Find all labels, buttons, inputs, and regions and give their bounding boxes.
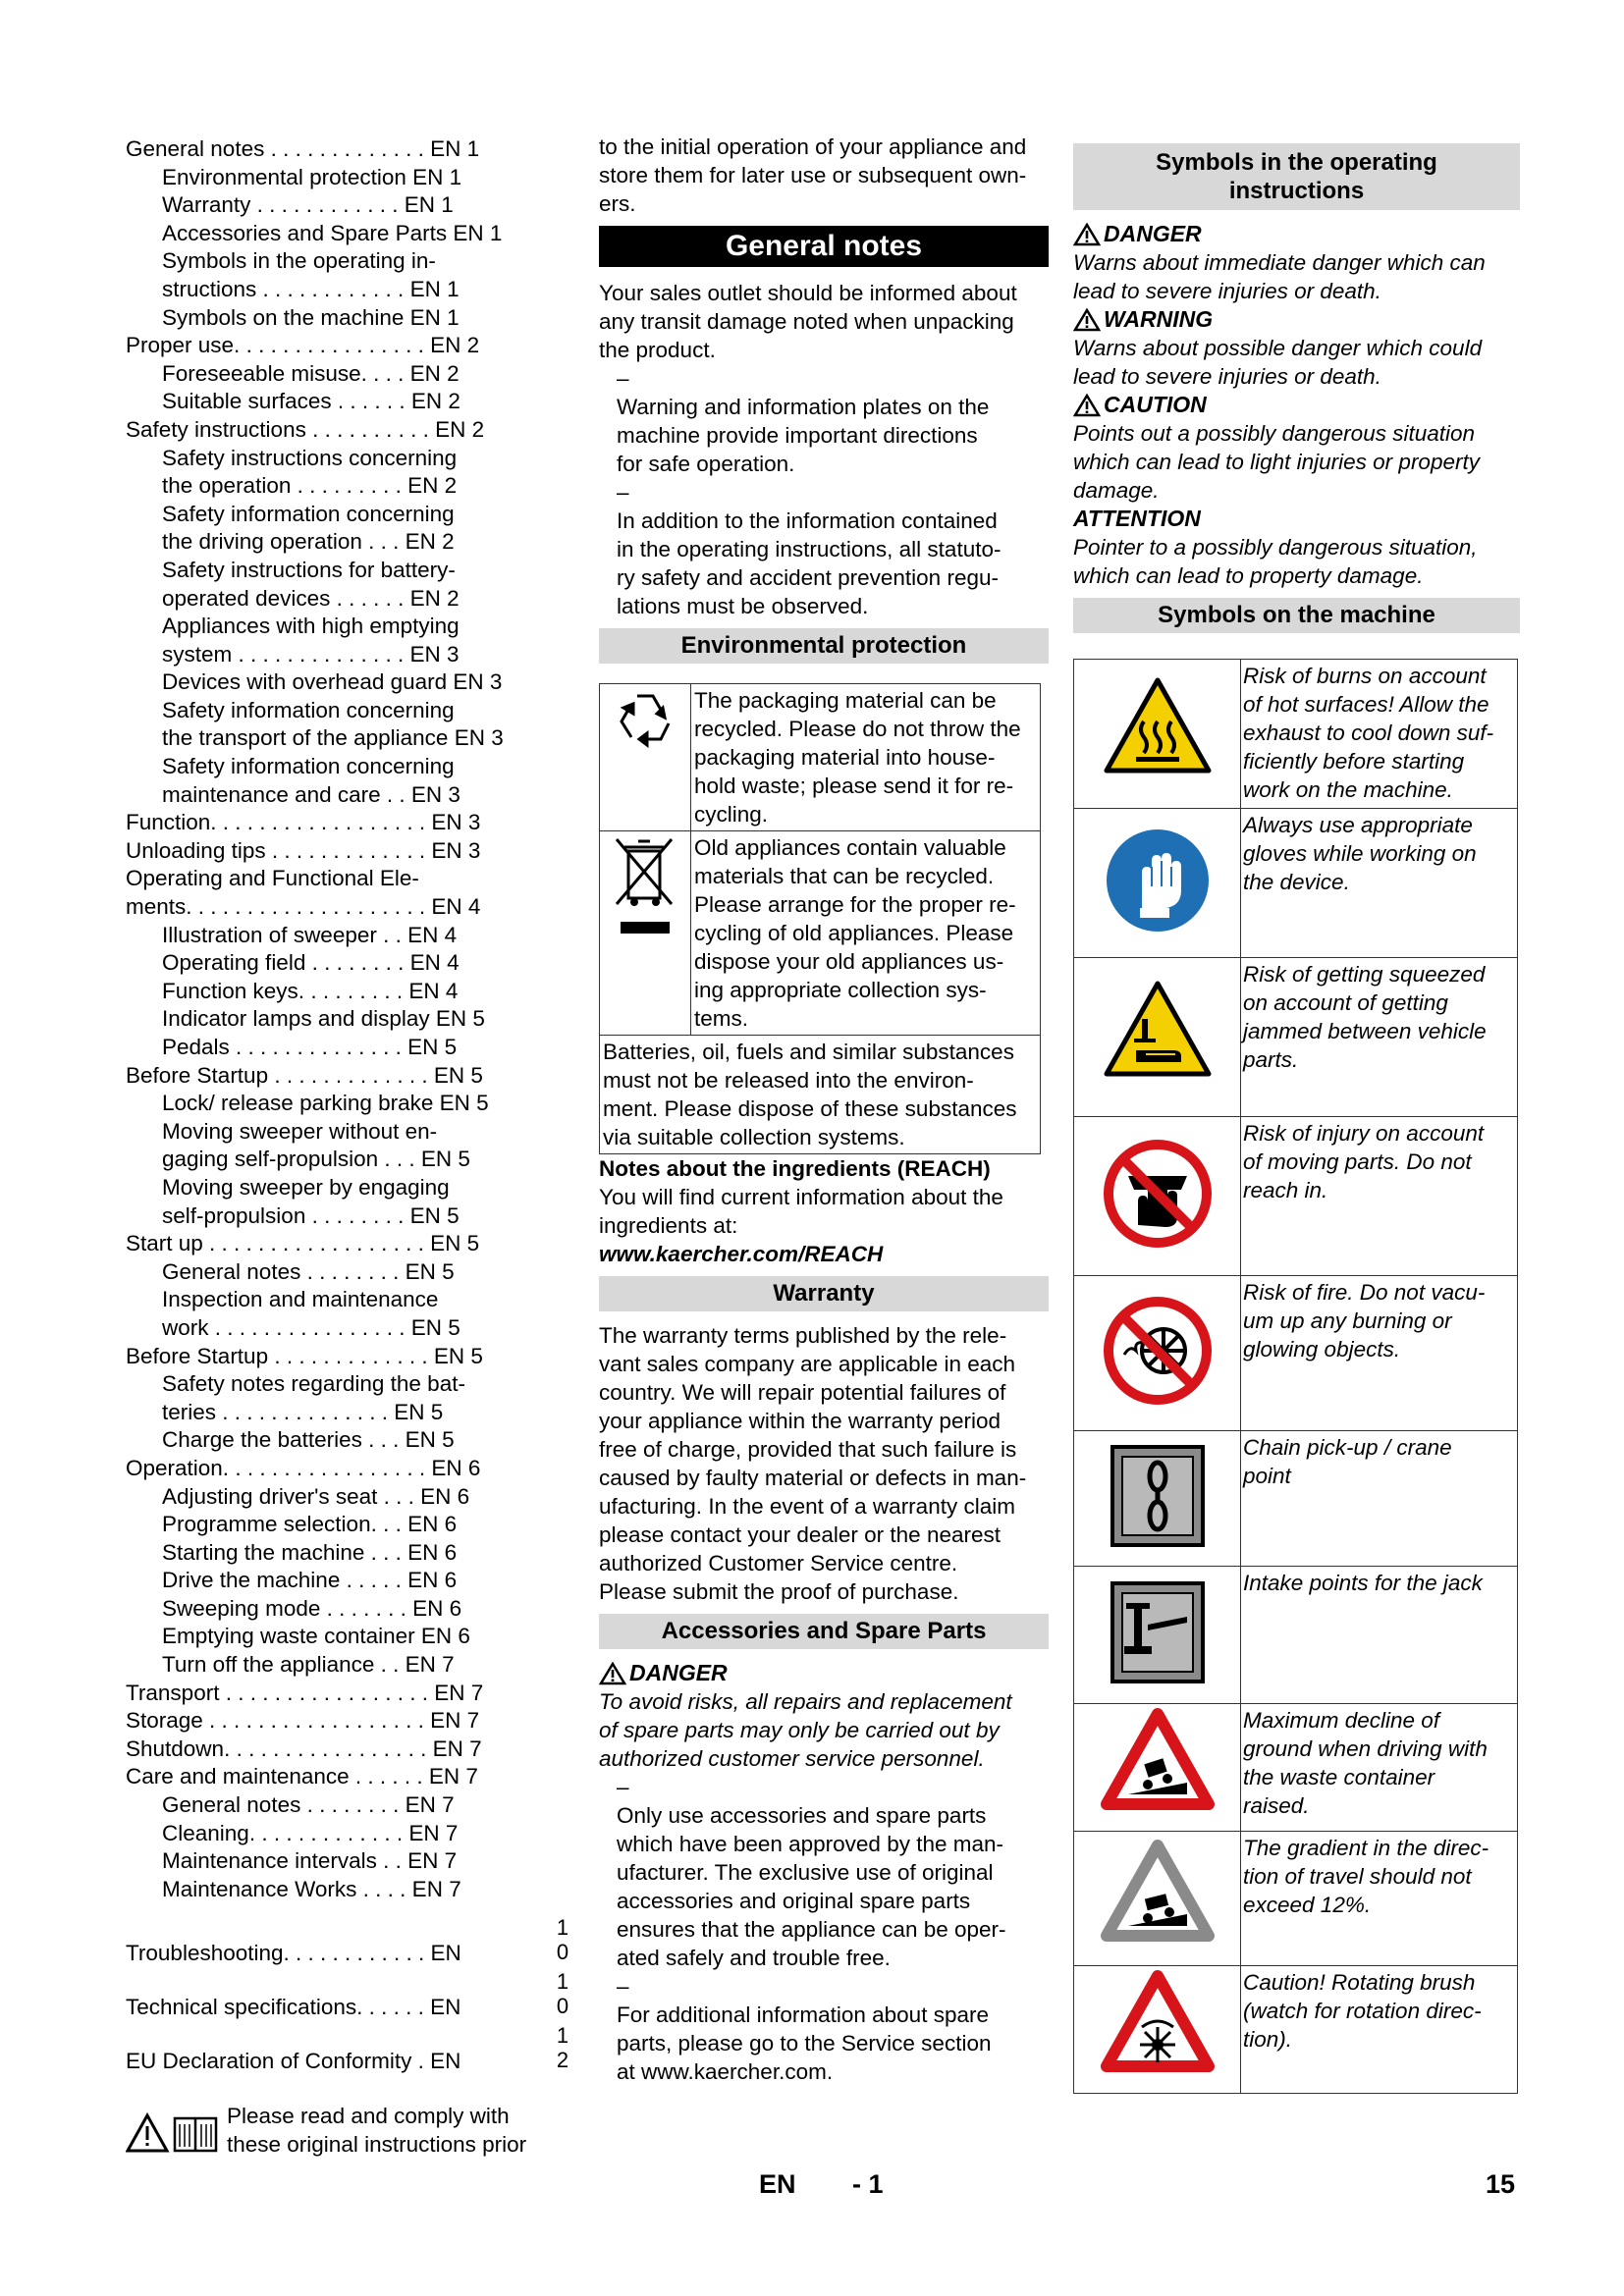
- text-line: of spare parts may only be carried out by: [599, 1718, 1000, 1742]
- crossed-bin-icon: [611, 833, 679, 941]
- text-line: your appliance within the warranty period: [599, 1409, 1001, 1433]
- symbol-row: [1074, 660, 1518, 809]
- table-of-contents: [126, 135, 577, 2160]
- toc-entry[interactable]: Pedals . . . . . . . . . . . . . . EN 5: [162, 1035, 458, 1059]
- text-line: In addition to the information contained: [617, 508, 998, 533]
- rotating-brush-icon: [1099, 1968, 1217, 2086]
- section-title-general-notes: General notes: [599, 226, 1049, 267]
- footer-lang: EN: [759, 2169, 796, 2199]
- toc-entry[interactable]: Cleaning. . . . . . . . . . . . . EN 7: [162, 1820, 459, 1845]
- text-line: Only use accessories and spare parts: [617, 1803, 987, 1828]
- text-line: Risk of injury on account: [1243, 1121, 1485, 1146]
- toc-entry[interactable]: the driving operation . . . EN 2: [162, 529, 455, 555]
- toc-page-digit: 1: [556, 2023, 569, 2049]
- text-line: ing appropriate collection sys-: [694, 978, 987, 1002]
- hot-surface-icon: [1099, 672, 1217, 790]
- text-line: dispose your old appliances us-: [694, 949, 1004, 974]
- text-line: For additional information about spare: [617, 2002, 989, 2027]
- text-line: jammed between vehicle: [1243, 1019, 1487, 1043]
- text-line: Old appliances contain valuable: [694, 835, 1006, 860]
- list-item: – In addition to the information contained in the operating instructions, all statuto- ry safety and accident prevention regu- lations must be observed.: [599, 478, 1049, 620]
- read-instructions-note: [126, 2103, 577, 2159]
- text-line: Chain pick-up / crane: [1243, 1435, 1452, 1460]
- symbol-icon-cell: [1074, 660, 1241, 809]
- toc-entry[interactable]: Function. . . . . . . . . . . . . . . . . . EN 3: [126, 810, 481, 835]
- text-line: reach in.: [1243, 1178, 1328, 1202]
- toc-page-digit: 1: [556, 1969, 569, 1995]
- toc-entry[interactable]: gaging self-propulsion . . . EN 5: [162, 1147, 470, 1172]
- toc-entry[interactable]: Safety instructions . . . . . . . . . . EN 2: [126, 416, 485, 442]
- toc-entry[interactable]: Safety information concerning: [162, 697, 455, 722]
- toc-entry[interactable]: Foreseeable misuse. . . . EN 2: [162, 360, 460, 386]
- text-line: tion of travel should not: [1243, 1864, 1472, 1889]
- symbol-icon-cell: [1074, 1704, 1241, 1832]
- toc-entry[interactable]: Programme selection. . . EN 6: [162, 1512, 458, 1537]
- text-line: exhaust to cool down suf-: [1243, 721, 1494, 745]
- toc-entry[interactable]: Symbols on the machine EN 1: [162, 304, 460, 330]
- text-line: exceed 12%.: [1243, 1893, 1372, 1917]
- toc-entry[interactable]: Drive the machine . . . . . EN 6: [162, 1568, 458, 1593]
- toc-entry[interactable]: ments. . . . . . . . . . . . . . . . . . . . EN 4: [126, 894, 481, 920]
- env-icon-cell: [600, 831, 691, 1036]
- text-line: um up any burning or: [1243, 1308, 1452, 1333]
- symbol-icon-cell: [1074, 1832, 1241, 1966]
- toc-entry[interactable]: Environmental protection EN 1: [162, 164, 462, 189]
- toc-entry[interactable]: Starting the machine . . . EN 6: [162, 1539, 458, 1565]
- read-note-line: these original instructions prior: [227, 2132, 527, 2157]
- symbol-icon-cell: [1074, 1567, 1241, 1704]
- general-notes-paragraph: [599, 279, 1049, 364]
- intro-text: [599, 133, 1049, 218]
- toc-entry[interactable]: teries . . . . . . . . . . . . . . EN 5: [162, 1399, 444, 1424]
- text-line: vant sales company are applicable in each: [599, 1352, 1016, 1376]
- toc-entry[interactable]: [126, 2023, 577, 2077]
- text-line: of moving parts. Do not: [1243, 1149, 1472, 1174]
- text-line: authorized customer service personnel.: [599, 1746, 985, 1771]
- text-line: damage.: [1073, 478, 1160, 503]
- toc-entry[interactable]: Indicator lamps and display EN 5: [162, 1006, 485, 1032]
- caution-label-text: CAUTION: [1104, 392, 1207, 417]
- toc-entry[interactable]: Sweeping mode . . . . . . . EN 6: [162, 1595, 462, 1621]
- text-line: authorized Customer Service centre.: [599, 1551, 958, 1575]
- toc-entry[interactable]: Before Startup . . . . . . . . . . . . . EN 5: [126, 1343, 483, 1368]
- text-line: machine provide important directions: [617, 423, 978, 448]
- env-text-cell: [691, 831, 1041, 1036]
- text-line: ground when driving with: [1243, 1736, 1488, 1761]
- toc-entry[interactable]: Before Startup . . . . . . . . . . . . . EN 5: [126, 1062, 483, 1088]
- symbol-description: [1241, 1966, 1518, 2094]
- section-title-symbols-instructions: [1073, 143, 1520, 210]
- warning-triangle-icon: [1073, 308, 1101, 332]
- text-line: (watch for rotation direc-: [1243, 1999, 1482, 2023]
- text-line: parts.: [1243, 1047, 1299, 1072]
- env-icon-cell: [600, 684, 691, 831]
- warning-book-icon: [126, 2112, 219, 2154]
- toc-entry-label: EU Declaration of Conformity . EN: [126, 2049, 461, 2074]
- text-line: free of charge, provided that such failure is: [599, 1437, 1017, 1462]
- toc-entry[interactable]: Moving sweeper by engaging: [162, 1174, 450, 1200]
- text-line: of hot surfaces! Allow the: [1243, 692, 1489, 717]
- toc-entry[interactable]: Safety instructions for battery-: [162, 557, 456, 582]
- text-line: Warning and information plates on the: [617, 395, 990, 419]
- text-line: glowing objects.: [1243, 1337, 1401, 1362]
- text-line: ment. Please dispose of these substances: [603, 1096, 1017, 1121]
- text-line: gloves while working on: [1243, 841, 1477, 866]
- middle-column: [599, 135, 1049, 2086]
- toc-page-digit: 2: [556, 2048, 569, 2073]
- no-fire-icon: [1099, 1292, 1217, 1410]
- symbol-row: [1074, 1117, 1518, 1276]
- danger-label-text: DANGER: [629, 1660, 728, 1685]
- toc-entry[interactable]: Emptying waste container EN 6: [162, 1624, 470, 1649]
- toc-entry[interactable]: operated devices . . . . . . EN 2: [162, 585, 460, 611]
- gradient-icon: [1099, 1838, 1217, 1955]
- toc-entry[interactable]: structions . . . . . . . . . . . . EN 1: [162, 276, 460, 301]
- toc-entry[interactable]: Accessories and Spare Parts EN 1: [162, 220, 503, 245]
- toc-entry[interactable]: self-propulsion . . . . . . . . EN 5: [162, 1202, 460, 1228]
- list-item: – Only use accessories and spare parts which have been approved by the man- ufacturer. The exclusive use of original accessories and original spare parts ensures that the appliance can be oper- ated safely and trouble free.: [599, 1773, 1049, 1972]
- text-line: Pointer to a possibly dangerous situation,: [1073, 535, 1478, 560]
- text-line: Warns about possible danger which could: [1073, 336, 1483, 360]
- toc-page-digit: 0: [556, 1940, 569, 1965]
- reach-title: Notes about the ingredients (REACH): [599, 1156, 991, 1181]
- toc-entry[interactable]: General notes . . . . . . . . . . . . . EN 1: [126, 136, 480, 161]
- toc-entry[interactable]: Care and maintenance . . . . . . EN 7: [126, 1764, 478, 1789]
- text-line: You will find current information about the: [599, 1185, 1003, 1209]
- toc-entry[interactable]: Unloading tips . . . . . . . . . . . . . EN 3: [126, 837, 481, 863]
- footer-page-ref: - 1: [852, 2169, 884, 2199]
- text-line: raised.: [1243, 1793, 1310, 1818]
- text-line: accessories and original spare parts: [617, 1889, 971, 1913]
- text-line: Maximum decline of: [1243, 1708, 1440, 1733]
- text-line: lead to severe injuries or death.: [1073, 279, 1381, 303]
- symbol-row: [1074, 1966, 1518, 2094]
- caution-text: [1073, 419, 1520, 505]
- toc-entry[interactable]: Devices with overhead guard EN 3: [162, 669, 503, 695]
- symbol-icon-cell: [1074, 1966, 1241, 2094]
- warning-label-text: WARNING: [1104, 306, 1214, 332]
- warning-triangle-icon: [1073, 223, 1101, 246]
- text-line: ufacturing. In the event of a warranty claim: [599, 1494, 1015, 1519]
- env-text-cell: [691, 684, 1041, 831]
- toc-entry[interactable]: Suitable surfaces . . . . . . EN 2: [162, 389, 460, 414]
- text-line: ingredients at:: [599, 1213, 738, 1238]
- no-reach-icon: [1099, 1135, 1217, 1253]
- toc-entry[interactable]: work . . . . . . . . . . . . . . . . EN 5: [162, 1314, 460, 1340]
- toc-entry[interactable]: Appliances with high emptying: [162, 614, 460, 639]
- toc-entry[interactable]: Proper use. . . . . . . . . . . . . . . . EN 2: [126, 333, 480, 358]
- env-text-cell: [600, 1036, 1041, 1154]
- text-line: Risk of fire. Do not vacu-: [1243, 1280, 1486, 1305]
- symbol-description: [1241, 1704, 1518, 1832]
- toc-entry[interactable]: Start up . . . . . . . . . . . . . . . . . . EN 5: [126, 1231, 480, 1256]
- warning-label: [1073, 305, 1520, 334]
- toc-entry[interactable]: Symbols in the operating in-: [162, 248, 436, 274]
- list-item: – For additional information about spare parts, please go to the Service section at www.kaercher.com.: [599, 1972, 1049, 2086]
- warning-triangle-icon: [599, 1662, 626, 1685]
- text-line: The packaging material can be: [694, 688, 997, 713]
- toc-entry[interactable]: Operating field . . . . . . . . EN 4: [162, 950, 460, 976]
- text-line: for safe operation.: [617, 452, 795, 476]
- text-line: point: [1243, 1464, 1291, 1488]
- toc-entry[interactable]: Maintenance intervals . . EN 7: [162, 1848, 458, 1874]
- toc-entry[interactable]: Charge the batteries . . . EN 5: [162, 1427, 455, 1453]
- toc-entry[interactable]: maintenance and care . . EN 3: [162, 781, 460, 807]
- page-number: 15: [1486, 2169, 1516, 2199]
- text-line: instructions: [1228, 178, 1365, 204]
- decline-icon: [1099, 1706, 1217, 1824]
- text-line: Risk of burns on account: [1243, 664, 1487, 688]
- text-line: Warns about immediate danger which can: [1073, 250, 1486, 275]
- symbol-icon-cell: [1074, 1431, 1241, 1567]
- toc-entry[interactable]: Storage . . . . . . . . . . . . . . . . . . EN 7: [126, 1708, 480, 1734]
- text-line: parts, please go to the Service section: [617, 2031, 992, 2056]
- text-line: recycled. Please do not throw the: [694, 717, 1021, 741]
- text-line: via suitable collection systems.: [603, 1125, 905, 1149]
- text-line: the device.: [1243, 870, 1350, 894]
- toc-entry[interactable]: Adjusting driver's seat . . . EN 6: [162, 1483, 470, 1509]
- read-note-line: Please read and comply with: [227, 2104, 510, 2129]
- text-line: any transit damage noted when unpacking: [599, 309, 1014, 334]
- toc-entry[interactable]: Warranty . . . . . . . . . . . . EN 1: [162, 192, 454, 218]
- text-line: The gradient in the direc-: [1243, 1836, 1489, 1860]
- toc-entry[interactable]: General notes . . . . . . . . EN 7: [162, 1792, 455, 1818]
- toc-entry[interactable]: Operation. . . . . . . . . . . . . . . . . EN 6: [126, 1455, 481, 1480]
- attention-label: ATTENTION: [1073, 506, 1201, 531]
- toc-entry[interactable]: the transport of the appliance EN 3: [162, 725, 504, 751]
- section-title-warranty: Warranty: [599, 1276, 1049, 1311]
- toc-entry[interactable]: [126, 1969, 577, 2023]
- gloves-icon: [1099, 822, 1217, 939]
- symbol-icon-cell: [1074, 809, 1241, 958]
- text-line: to the initial operation of your appliance and: [599, 134, 1027, 159]
- symbol-row: [1074, 1431, 1518, 1567]
- reach-link[interactable]: www.kaercher.com/REACH: [599, 1242, 884, 1266]
- symbol-row: [1074, 1567, 1518, 1704]
- symbol-icon-cell: [1074, 1276, 1241, 1431]
- warning-triangle-icon: [1073, 394, 1101, 417]
- section-title-environmental-protection: Environmental protection: [599, 628, 1049, 664]
- symbol-description: [1241, 1276, 1518, 1431]
- text-line: cycling.: [694, 802, 769, 827]
- caution-label: [1073, 391, 1520, 419]
- warranty-text: [599, 1321, 1049, 1606]
- right-column: [1073, 135, 1520, 2094]
- toc-entry[interactable]: Safety information concerning: [162, 501, 455, 526]
- text-line: store them for later use or subsequent own-: [599, 163, 1027, 187]
- toc-entry[interactable]: Inspection and maintenance: [162, 1287, 439, 1312]
- text-line: work on the machine.: [1243, 777, 1453, 802]
- symbol-row: [1074, 1704, 1518, 1832]
- jack-icon: [1099, 1574, 1217, 1691]
- text-line: Always use appropriate: [1243, 813, 1473, 837]
- text-line: ficiently before starting: [1243, 749, 1465, 774]
- text-line: lations must be observed.: [617, 594, 869, 618]
- toc-entry[interactable]: Turn off the appliance . . EN 7: [162, 1652, 455, 1678]
- symbol-description: [1241, 1117, 1518, 1276]
- text-line: ensures that the appliance can be oper-: [617, 1917, 1006, 1942]
- chain-icon: [1099, 1437, 1217, 1555]
- toc-entry[interactable]: Safety notes regarding the bat-: [162, 1371, 465, 1397]
- danger-text: [1073, 248, 1520, 305]
- crush-icon: [1099, 976, 1217, 1094]
- text-line: Symbols in the operating: [1156, 149, 1437, 176]
- text-line: tion).: [1243, 2027, 1293, 2052]
- section-title-accessories: Accessories and Spare Parts: [599, 1614, 1049, 1649]
- symbol-icon-cell: [1074, 958, 1241, 1117]
- symbol-description: [1241, 809, 1518, 958]
- symbol-description: [1241, 958, 1518, 1117]
- text-line: at www.kaercher.com.: [617, 2059, 834, 2084]
- toc-entry[interactable]: Lock/ release parking brake EN 5: [162, 1091, 489, 1116]
- text-line: which have been approved by the man-: [617, 1832, 1004, 1856]
- symbol-icon-cell: [1074, 1117, 1241, 1276]
- warning-text: [1073, 334, 1520, 391]
- symbol-row: [1074, 1276, 1518, 1431]
- symbol-row: [1074, 809, 1518, 958]
- toc-entry[interactable]: General notes . . . . . . . . EN 5: [162, 1258, 455, 1284]
- text-line: must not be released into the environ-: [603, 1068, 974, 1093]
- attention-text: [1073, 533, 1520, 590]
- danger-label-text: DANGER: [1104, 221, 1202, 246]
- text-line: which can lead to property damage.: [1073, 563, 1424, 588]
- symbol-description: [1241, 1431, 1518, 1567]
- toc-entry[interactable]: the operation . . . . . . . . . EN 2: [162, 473, 458, 499]
- text-line: Please submit the proof of purchase.: [599, 1579, 959, 1604]
- text-line: Your sales outlet should be informed about: [599, 281, 1017, 305]
- text-line: country. We will repair potential failures of: [599, 1380, 1006, 1405]
- symbol-row: [1074, 958, 1518, 1117]
- reach-text: [599, 1183, 1049, 1240]
- text-line: materials that can be recycled.: [694, 864, 995, 888]
- toc-entry[interactable]: Moving sweeper without en-: [162, 1118, 438, 1144]
- text-line: To avoid risks, all repairs and replacement: [599, 1689, 1012, 1714]
- text-line: ers.: [599, 191, 636, 216]
- toc-entry[interactable]: [126, 1915, 577, 1969]
- environment-table: [599, 683, 1041, 1154]
- text-line: hold waste; please send it for re-: [694, 774, 1014, 798]
- text-line: Intake points for the jack: [1243, 1571, 1483, 1595]
- symbol-description: [1241, 660, 1518, 809]
- danger-label: [1073, 220, 1520, 248]
- text-line: caused by faulty material or defects in man-: [599, 1466, 1027, 1490]
- symbol-row: [1074, 1832, 1518, 1966]
- text-line: in the operating instructions, all statuto-: [617, 537, 1001, 561]
- text-line: Please arrange for the proper re-: [694, 892, 1016, 917]
- toc-entry-label: Technical specifications. . . . . . EN: [126, 1995, 461, 2020]
- toc-entry[interactable]: Illustration of sweeper . . EN 4: [162, 922, 458, 947]
- text-line: ufacturer. The exclusive use of original: [617, 1860, 994, 1885]
- toc-entry[interactable]: Maintenance Works . . . . EN 7: [162, 1876, 461, 1901]
- text-line: Batteries, oil, fuels and similar substances: [603, 1040, 1014, 1064]
- text-line: lead to severe injuries or death.: [1073, 364, 1381, 389]
- text-line: the product.: [599, 338, 716, 362]
- toc-entry[interactable]: system . . . . . . . . . . . . . . EN 3: [162, 641, 460, 667]
- text-line: on account of getting: [1243, 990, 1448, 1015]
- toc-entry-label: Troubleshooting. . . . . . . . . . . . EN: [126, 1941, 461, 1966]
- toc-page-digit: 1: [556, 1915, 569, 1941]
- danger-text: [599, 1687, 1049, 1773]
- text-line: the waste container: [1243, 1765, 1435, 1789]
- toc-entry[interactable]: Transport . . . . . . . . . . . . . . . . . EN 7: [126, 1680, 484, 1705]
- machine-symbols-table: [1073, 659, 1518, 2094]
- list-item: – Warning and information plates on the machine provide important directions for safe operation.: [599, 364, 1049, 478]
- toc-page-digit: 0: [556, 1994, 569, 2019]
- text-line: ated safely and trouble free.: [617, 1946, 891, 1970]
- text-line: please contact your dealer or the nearest: [599, 1522, 1001, 1547]
- toc-entry[interactable]: Operating and Functional Ele-: [126, 866, 419, 891]
- text-line: cycling of old appliances. Please: [694, 921, 1014, 945]
- toc-entry[interactable]: Safety information concerning: [162, 754, 455, 779]
- text-line: Caution! Rotating brush: [1243, 1970, 1476, 1995]
- danger-label: [599, 1659, 1049, 1687]
- text-line: tems.: [694, 1006, 749, 1031]
- section-title-symbols-machine: Symbols on the machine: [1073, 598, 1520, 633]
- text-line: The warranty terms published by the rele-: [599, 1323, 1007, 1348]
- toc-entry[interactable]: Function keys. . . . . . . . . EN 4: [162, 978, 459, 1003]
- symbol-description: [1241, 1832, 1518, 1966]
- text-line: ry safety and accident prevention regu-: [617, 565, 999, 590]
- symbol-description: [1241, 1567, 1518, 1704]
- text-line: packaging material into house-: [694, 745, 996, 770]
- toc-entry[interactable]: Safety instructions concerning: [162, 445, 458, 470]
- text-line: Risk of getting squeezed: [1243, 962, 1486, 987]
- text-line: Points out a possibly dangerous situation: [1073, 421, 1476, 446]
- toc-entry[interactable]: Shutdown. . . . . . . . . . . . . . . . . EN 7: [126, 1735, 482, 1761]
- text-line: which can lead to light injuries or property: [1073, 450, 1480, 474]
- recycling-icon: [610, 686, 680, 757]
